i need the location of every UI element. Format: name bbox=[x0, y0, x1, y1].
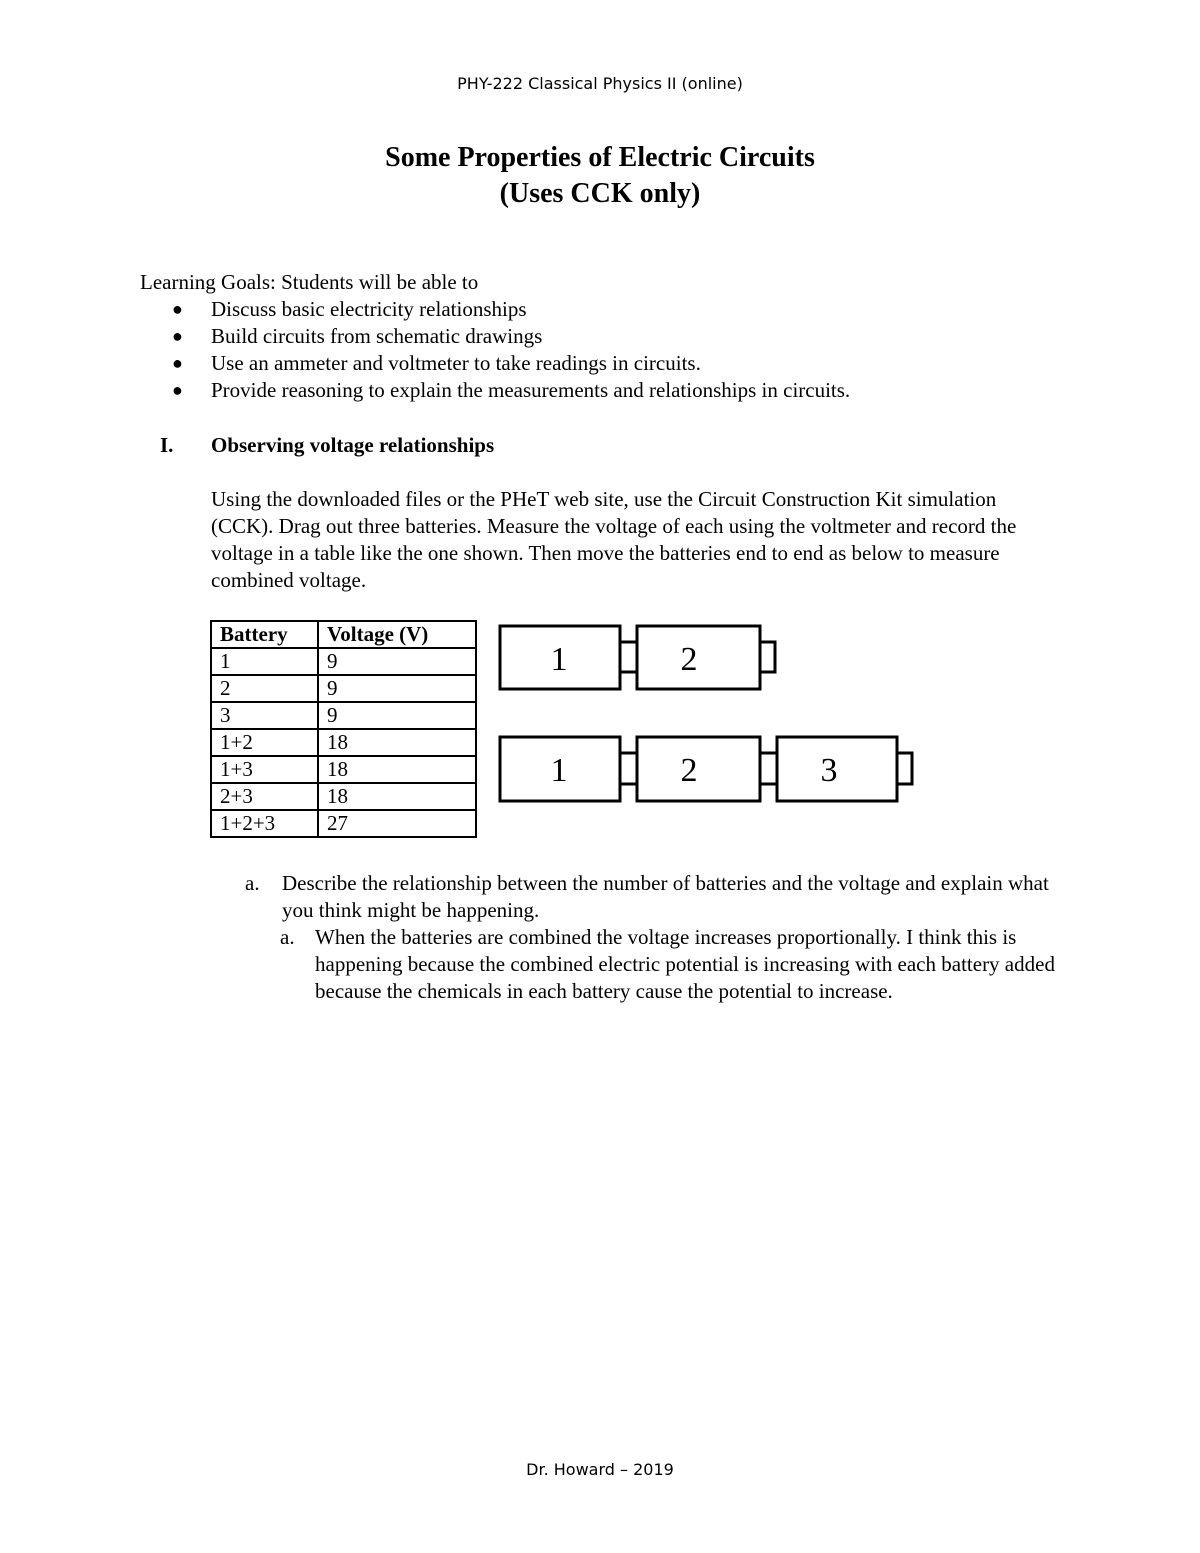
question-text: Describe the relationship between the number of batteries and the voltage and explain what you think might be happening. bbox=[282, 871, 1049, 922]
page-header: PHY-222 Classical Physics II (online) bbox=[457, 74, 743, 93]
list-item: ● Provide reasoning to explain the measurements and relationships in circuits. bbox=[172, 378, 851, 402]
battery-cell: 1 bbox=[211, 648, 318, 675]
list-item: ● Discuss basic electricity relationships bbox=[172, 297, 527, 321]
title-line-2: (Uses CCK only) bbox=[499, 178, 701, 209]
battery-label: 3 bbox=[820, 752, 838, 789]
list-item: ● Build circuits from schematic drawings bbox=[172, 324, 543, 348]
battery-cell: 1+2 bbox=[211, 729, 318, 756]
voltage-cell: 9 bbox=[318, 702, 476, 729]
learning-goals-intro: Learning Goals: Students will be able to bbox=[140, 270, 479, 294]
voltage-cell: 18 bbox=[318, 783, 476, 810]
battery-label: 1 bbox=[550, 752, 568, 789]
title-line-1: Some Properties of Electric Circuits bbox=[385, 142, 815, 173]
battery-label: 1 bbox=[550, 641, 568, 678]
voltage-cell: 18 bbox=[318, 756, 476, 783]
question-list bbox=[245, 870, 1065, 1005]
battery-cell: 3 bbox=[211, 702, 318, 729]
battery-label: 2 bbox=[680, 752, 698, 789]
column-header-battery: Battery bbox=[211, 621, 318, 648]
bullet-icon: ● bbox=[172, 380, 183, 400]
battery-cell: 2+3 bbox=[211, 783, 318, 810]
bullet-icon: ● bbox=[172, 299, 183, 319]
battery-3-terminal bbox=[897, 753, 912, 784]
answer-text: When the batteries are combined the voltage increases proportionally. I think this is happening because the combined electric potential is increasing with each battery added because the chemicals in each battery cause the potential to increase. bbox=[315, 925, 1055, 1003]
battery-1-terminal bbox=[620, 642, 637, 672]
section-paragraph: Using the downloaded files or the PHeT web site, use the Circuit Construction Kit simulation (CCK). Drag out three batteries. Measure the voltage of each using the voltmeter and record the voltage in a table like the one shown. Then move the batteries end to end as below to measure combined voltage. bbox=[211, 487, 1017, 592]
voltage-cell: 27 bbox=[318, 810, 476, 837]
section-number: I. bbox=[160, 433, 174, 457]
voltage-cell: 18 bbox=[318, 729, 476, 756]
section-heading: Observing voltage relationships bbox=[211, 433, 495, 457]
column-header-voltage: Voltage (V) bbox=[318, 621, 476, 648]
voltage-cell: 9 bbox=[318, 675, 476, 702]
battery-cell: 1+2+3 bbox=[211, 810, 318, 837]
battery-2-terminal bbox=[760, 753, 777, 784]
bullet-icon: ● bbox=[172, 353, 183, 373]
question-letter: a. bbox=[245, 871, 260, 895]
battery-2-terminal bbox=[760, 642, 775, 672]
bullet-icon: ● bbox=[172, 326, 183, 346]
battery-cell: 1+3 bbox=[211, 756, 318, 783]
voltage-cell: 9 bbox=[318, 648, 476, 675]
battery-1-terminal bbox=[620, 753, 637, 784]
battery-cell: 2 bbox=[211, 675, 318, 702]
answer-letter: a. bbox=[280, 925, 295, 949]
question-item bbox=[245, 870, 1065, 924]
battery-2-body bbox=[637, 737, 760, 801]
answer-item bbox=[280, 924, 1065, 1005]
list-item: ● Use an ammeter and voltmeter to take readings in circuits. bbox=[172, 351, 701, 375]
battery-label: 2 bbox=[680, 641, 698, 678]
page-footer: Dr. Howard – 2019 bbox=[526, 1460, 674, 1479]
battery-2-body bbox=[637, 626, 760, 689]
